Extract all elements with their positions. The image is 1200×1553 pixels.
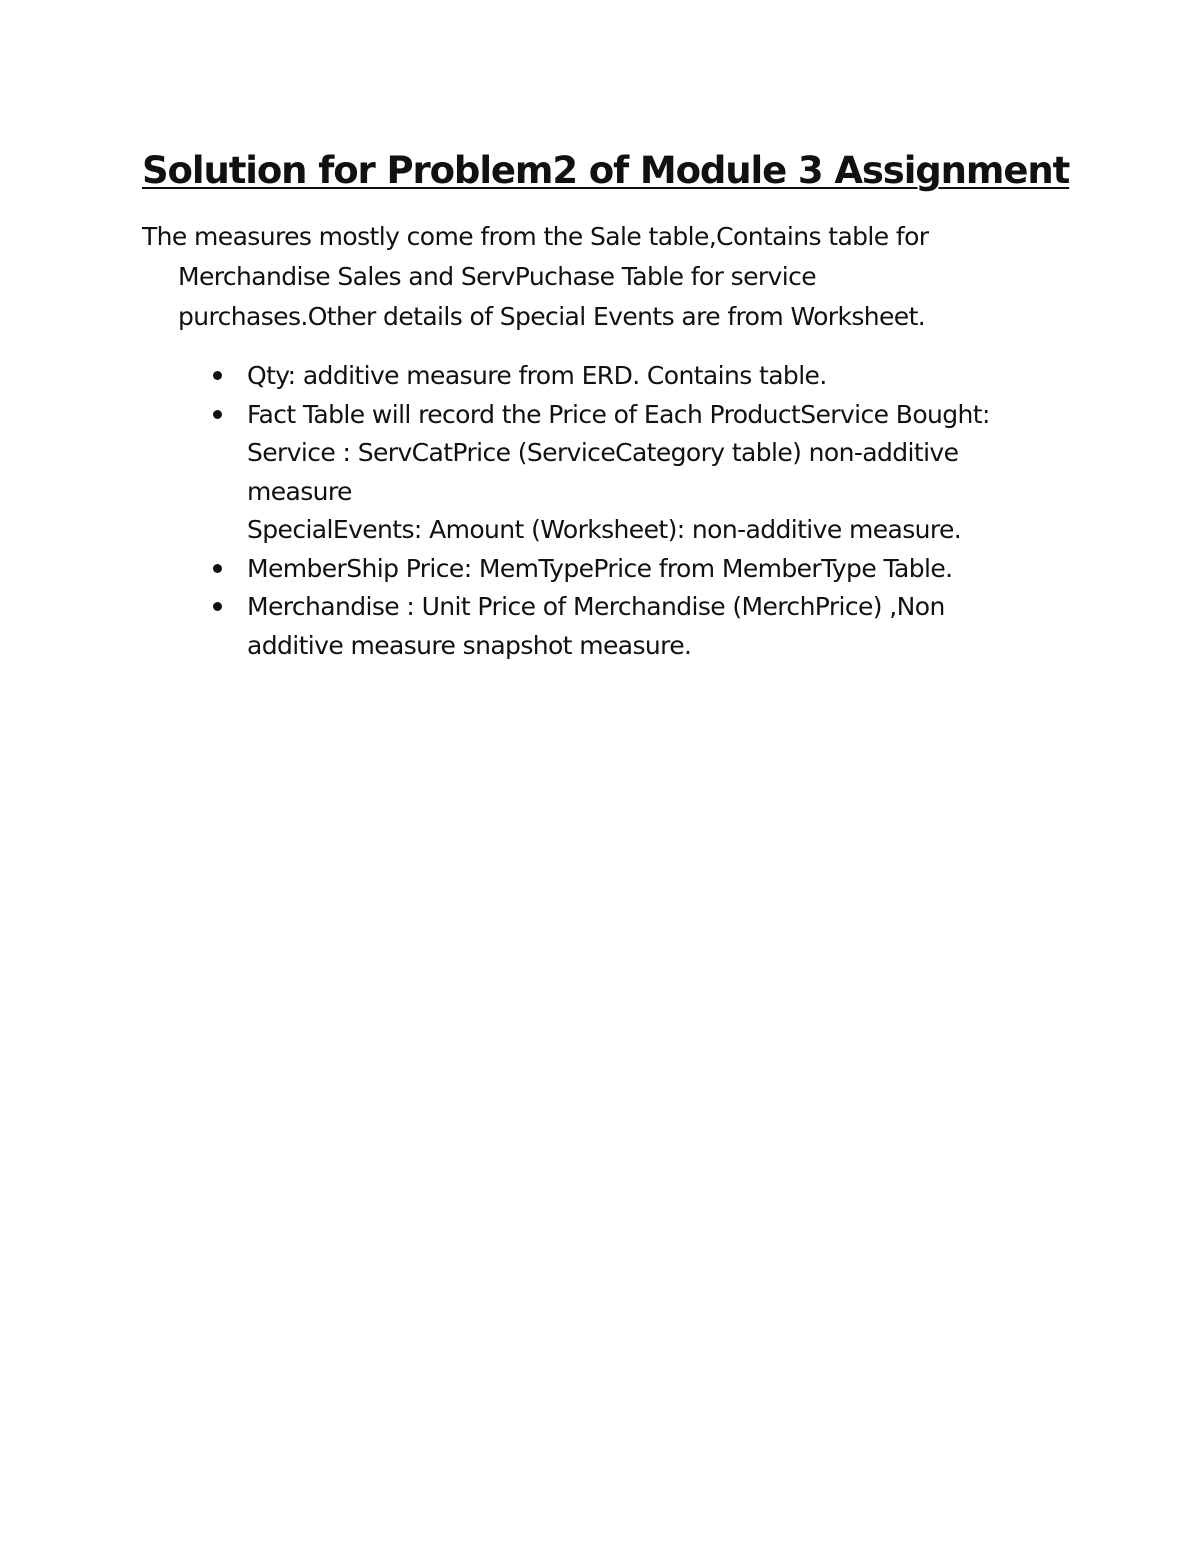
bullet-line: measure — [247, 476, 352, 506]
bullet-line: MemberShip Price: MemTypePrice from MemberType Table. — [247, 553, 953, 583]
bullet-icon — [213, 410, 222, 419]
bullet-icon — [213, 602, 222, 611]
measures-bullet-list — [210, 357, 1090, 665]
bullet-item-fact-table — [210, 396, 1090, 550]
intro-line: purchases.Other details of Special Events are from Worksheet. — [178, 302, 926, 331]
bullet-line: Fact Table will record the Price of Each ProductService Bought: — [247, 399, 990, 429]
bullet-item-merchandise — [210, 588, 1090, 665]
intro-line: The measures mostly come from the Sale table,Contains table for — [142, 222, 929, 251]
bullet-line: SpecialEvents: Amount (Worksheet): non-additive measure. — [247, 515, 962, 544]
bullet-icon — [213, 371, 222, 380]
bullet-item-membership — [210, 550, 1090, 589]
bullet-item-qty — [210, 357, 1090, 396]
intro-paragraph — [142, 217, 1022, 337]
page-title: Solution for Problem2 of Module 3 Assignment — [142, 149, 1070, 192]
bullet-line: additive measure snapshot measure. — [247, 630, 692, 660]
bullet-line: Qty: additive measure from ERD. Contains table. — [247, 361, 827, 390]
intro-line: Merchandise Sales and ServPuchase Table for service — [178, 262, 817, 291]
bullet-line: Merchandise : Unit Price of Merchandise (MerchPrice) ,Non — [247, 592, 945, 621]
bullet-line: Service : ServCatPrice (ServiceCategory table) non-additive — [247, 438, 959, 467]
bullet-icon — [213, 564, 222, 573]
